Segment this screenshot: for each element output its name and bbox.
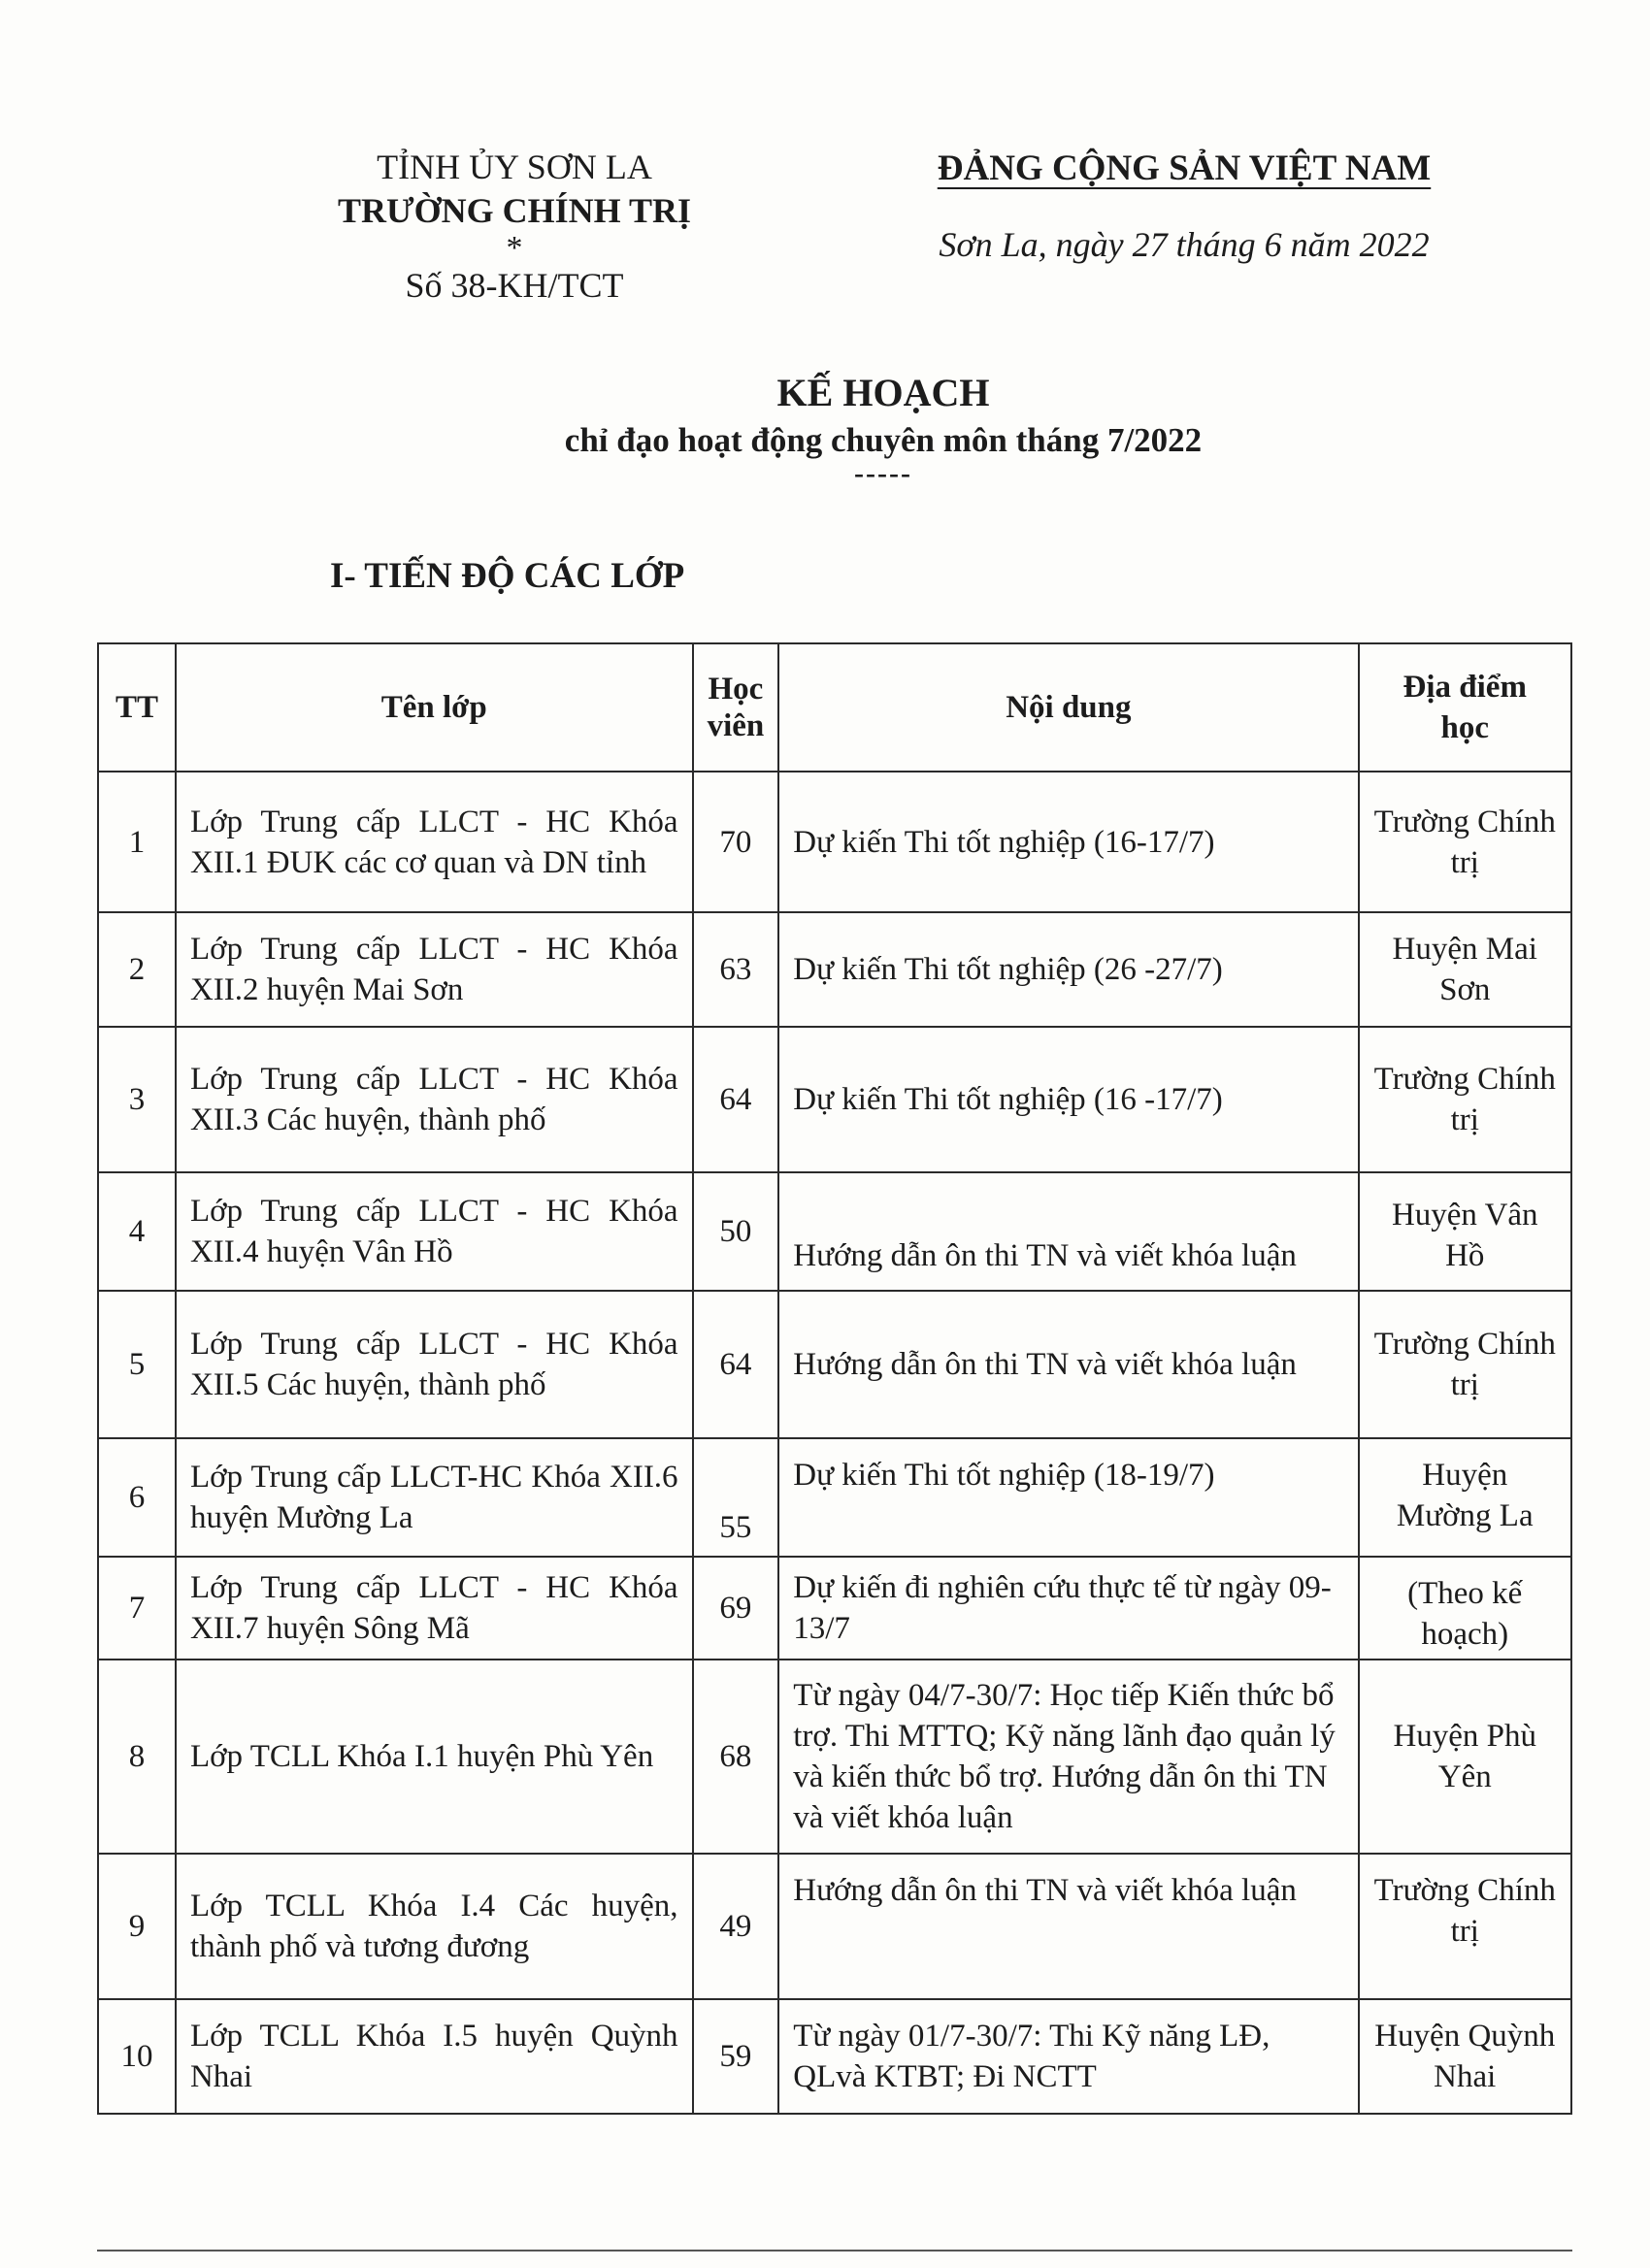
- party-block: [835, 148, 1534, 265]
- document-subtitle: chỉ đạo hoạt động chuyên môn tháng 7/2022: [564, 421, 1203, 459]
- cell-class-name: Lớp Trung cấp LLCT - HC Khóa XII.4 huyện Vân Hồ: [176, 1172, 693, 1291]
- cell-content: Hướng dẫn ôn thi TN và viết khóa luận: [778, 1172, 1358, 1291]
- column-header-location-line2: học: [1440, 710, 1489, 745]
- cell-students: 68: [693, 1660, 779, 1854]
- column-header-location: [1359, 643, 1572, 772]
- column-header-students-line2: viên: [707, 708, 765, 743]
- cell-class-name: Lớp Trung cấp LLCT - HC Khóa XII.3 Các huyện, thành phố: [176, 1027, 693, 1172]
- cell-location: Trường Chính trị: [1359, 772, 1572, 912]
- column-header-content: Nội dung: [778, 643, 1358, 772]
- cell-students: 64: [693, 1291, 779, 1438]
- table-row: [98, 912, 1571, 1027]
- cell-content: Dự kiến Thi tốt nghiệp (16 -17/7): [778, 1027, 1358, 1172]
- column-header-location-line1: Địa điểm: [1402, 670, 1527, 705]
- cell-content: Hướng dẫn ôn thi TN và viết khóa luận: [778, 1854, 1358, 1999]
- issuer-block: [272, 146, 757, 308]
- cell-content: Từ ngày 04/7-30/7: Học tiếp Kiến thức bổ trợ. Thi MTTQ; Kỹ năng lãnh đạo quản lý và kiến thức bổ trợ. Hướng dẫn ôn thi TN và viết khóa luận: [778, 1660, 1358, 1854]
- cell-students: 64: [693, 1027, 779, 1172]
- table-row: [98, 772, 1571, 912]
- cell-students: 59: [693, 1999, 779, 2114]
- cell-location: (Theo kế hoạch): [1359, 1557, 1572, 1660]
- cell-location: Huyện Mai Sơn: [1359, 912, 1572, 1027]
- column-header-students-line1: Học: [708, 672, 764, 707]
- cell-content: Từ ngày 01/7-30/7: Thi Kỹ năng LĐ, QLvà KTBT; Đi NCTT: [778, 1999, 1358, 2114]
- issuer-org: TỈNH ỦY SƠN LA: [377, 148, 652, 186]
- cell-students: 70: [693, 772, 779, 912]
- document-number: Số 38-KH/TCT: [405, 266, 624, 305]
- cell-location: Trường Chính trị: [1359, 1854, 1572, 1999]
- cell-tt: 4: [98, 1172, 176, 1291]
- table-row: [98, 1854, 1571, 1999]
- cell-tt: 2: [98, 912, 176, 1027]
- section-heading: I- TIẾN ĐỘ CÁC LỚP: [330, 556, 685, 596]
- cell-tt: 6: [98, 1438, 176, 1557]
- document-title: KẾ HOẠCH: [776, 371, 990, 414]
- cell-class-name: Lớp TCLL Khóa I.4 Các huyện, thành phố và tương đương: [176, 1854, 693, 1999]
- cell-content: Dự kiến Thi tốt nghiệp (16-17/7): [778, 772, 1358, 912]
- cell-location: Huyện Quỳnh Nhai: [1359, 1999, 1572, 2114]
- cell-students: 49: [693, 1854, 779, 1999]
- cell-tt: 10: [98, 1999, 176, 2114]
- cell-class-name: Lớp TCLL Khóa I.1 huyện Phù Yên: [176, 1660, 693, 1854]
- cell-tt: 3: [98, 1027, 176, 1172]
- table-row: [98, 1557, 1571, 1660]
- place-date: Sơn La, ngày 27 tháng 6 năm 2022: [939, 225, 1430, 264]
- cell-location: Huyện Phù Yên: [1359, 1660, 1572, 1854]
- cell-students: 69: [693, 1557, 779, 1660]
- party-name: ĐẢNG CỘNG SẢN VIỆT NAM: [937, 148, 1432, 188]
- cell-tt: 5: [98, 1291, 176, 1438]
- cell-class-name: Lớp Trung cấp LLCT - HC Khóa XII.7 huyện Sông Mã: [176, 1557, 693, 1660]
- cell-location: Huyện Vân Hồ: [1359, 1172, 1572, 1291]
- cell-class-name: Lớp Trung cấp LLCT - HC Khóa XII.5 Các huyện, thành phố: [176, 1291, 693, 1438]
- table-row: [98, 1172, 1571, 1291]
- cell-content: Dự kiến Thi tốt nghiệp (26 -27/7): [778, 912, 1358, 1027]
- cell-class-name: Lớp Trung cấp LLCT - HC Khóa XII.1 ĐUK các cơ quan và DN tỉnh: [176, 772, 693, 912]
- table-row: [98, 1027, 1571, 1172]
- cell-class-name: Lớp Trung cấp LLCT - HC Khóa XII.2 huyện Mai Sơn: [176, 912, 693, 1027]
- table-row: [98, 1999, 1571, 2114]
- issuer-star: *: [506, 230, 523, 266]
- cell-location: Trường Chính trị: [1359, 1291, 1572, 1438]
- cell-content: Dự kiến Thi tốt nghiệp (18-19/7): [778, 1438, 1358, 1557]
- cell-location: Huyện Mường La: [1359, 1438, 1572, 1557]
- page-bottom-rule: [97, 2250, 1572, 2252]
- class-progress-table: [97, 642, 1572, 2115]
- cell-tt: 9: [98, 1854, 176, 1999]
- cell-location: Trường Chính trị: [1359, 1027, 1572, 1172]
- table-row: [98, 1438, 1571, 1557]
- cell-class-name: Lớp Trung cấp LLCT-HC Khóa XII.6 huyện Mường La: [176, 1438, 693, 1557]
- cell-tt: 1: [98, 772, 176, 912]
- table-header-row: [98, 643, 1571, 772]
- cell-students: 50: [693, 1172, 779, 1291]
- cell-class-name: Lớp TCLL Khóa I.5 huyện Quỳnh Nhai: [176, 1999, 693, 2114]
- table-row: [98, 1660, 1571, 1854]
- table-row: [98, 1291, 1571, 1438]
- cell-content: Hướng dẫn ôn thi TN và viết khóa luận: [778, 1291, 1358, 1438]
- cell-tt: 8: [98, 1660, 176, 1854]
- cell-students: 55: [693, 1438, 779, 1557]
- column-header-name: Tên lớp: [176, 643, 693, 772]
- cell-tt: 7: [98, 1557, 176, 1660]
- cell-content: Dự kiến đi nghiên cứu thực tế từ ngày 09-13/7: [778, 1557, 1358, 1660]
- cell-students: 63: [693, 912, 779, 1027]
- title-separator: -----: [854, 457, 912, 489]
- issuer-school: TRƯỜNG CHÍNH TRỊ: [337, 191, 692, 230]
- column-header-students: [693, 643, 779, 772]
- title-block: [0, 369, 1650, 489]
- column-header-tt: TT: [98, 643, 176, 772]
